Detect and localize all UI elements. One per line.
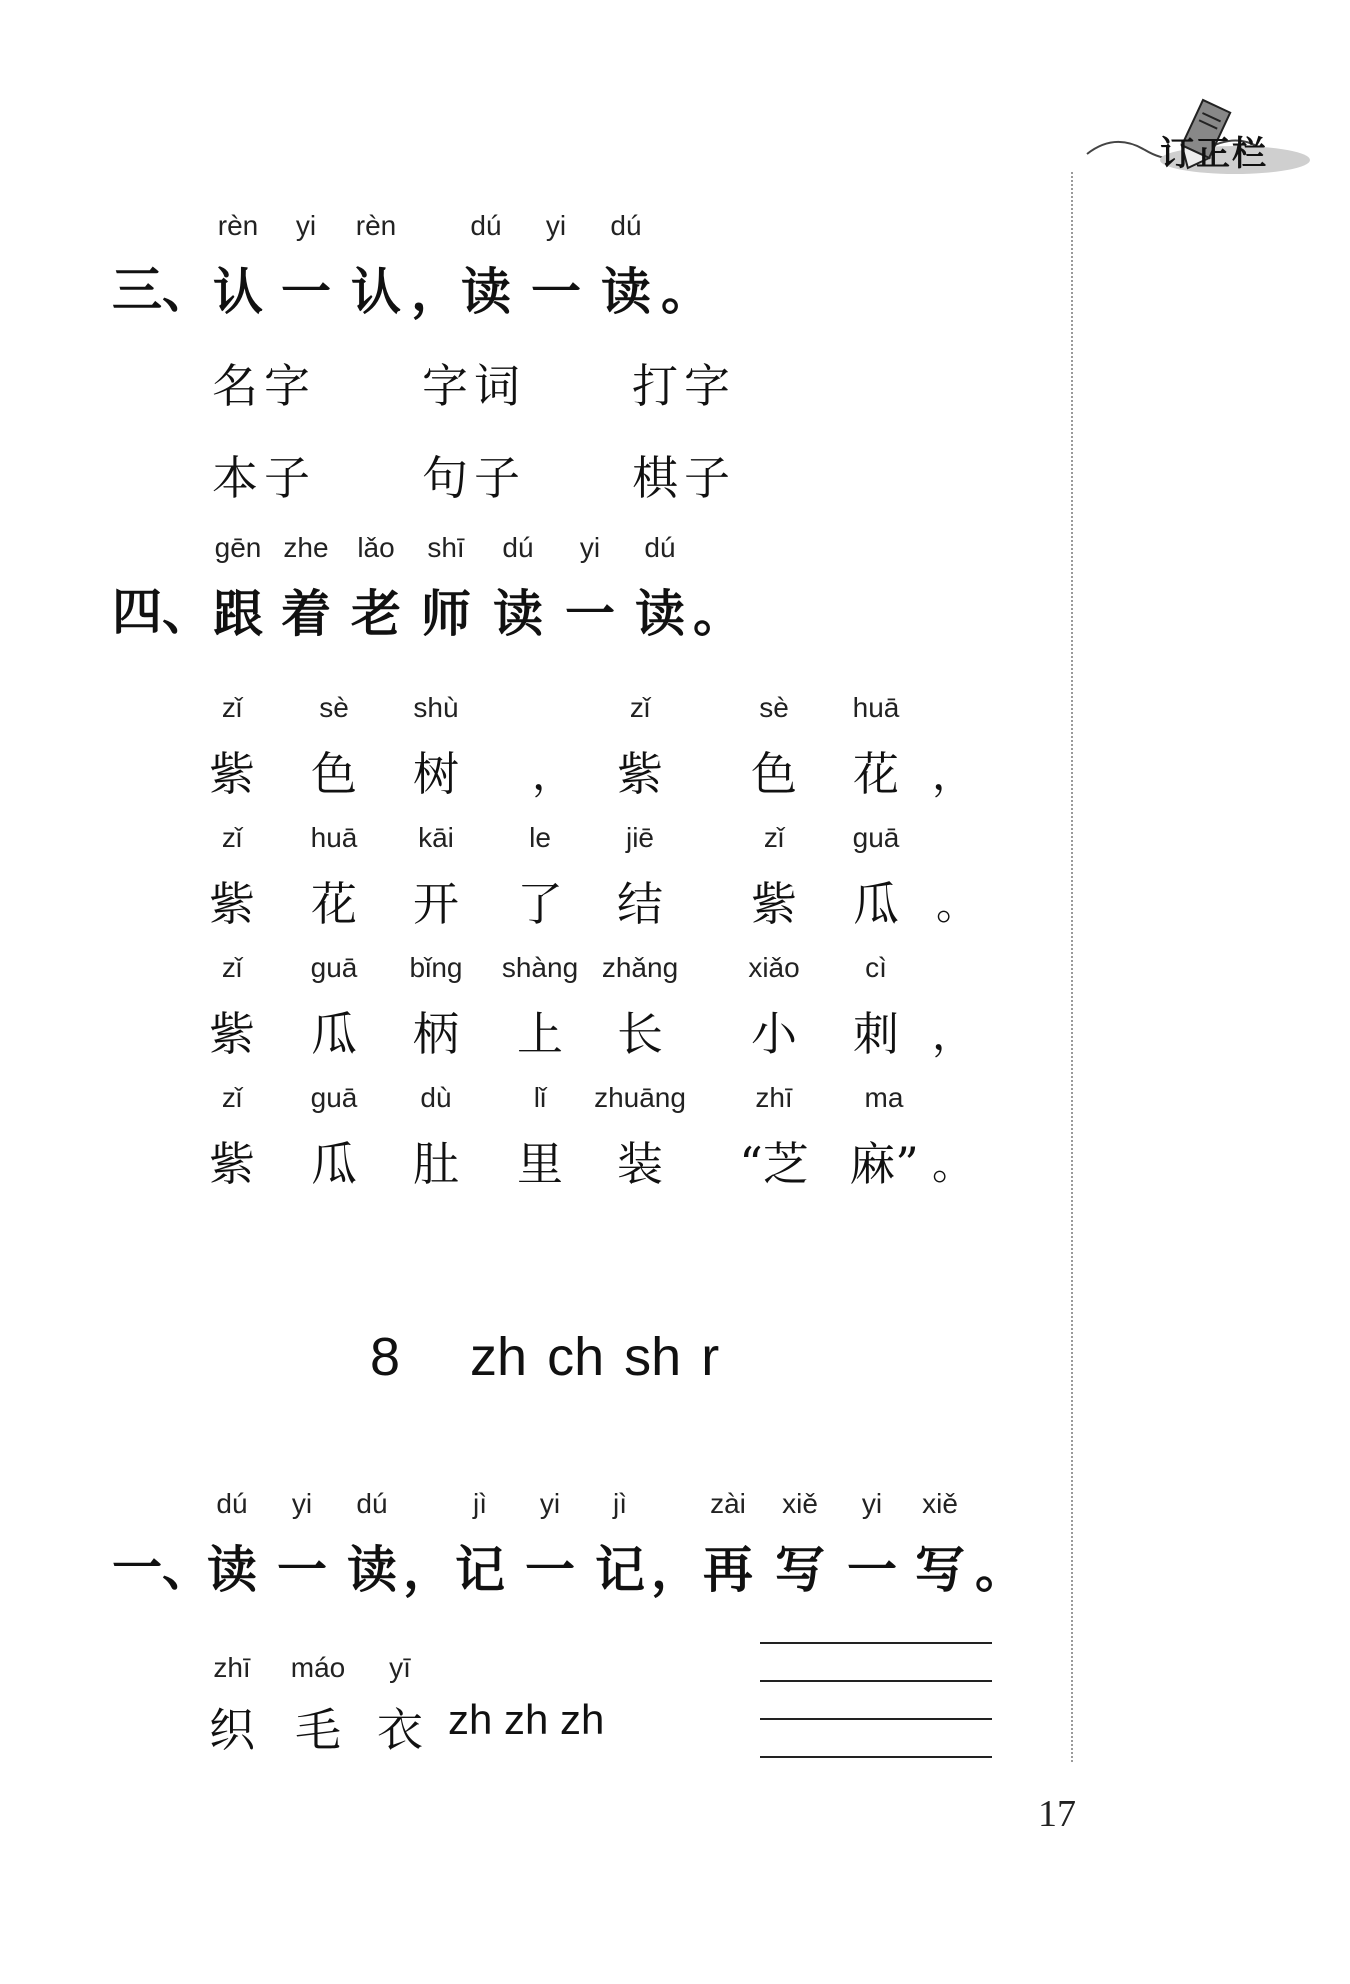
pinyin: lǎo [357,532,395,563]
pinyin: guā [310,952,358,983]
pinyin: sè [319,692,349,723]
hanzi: 老 [351,585,401,643]
writing-line[interactable] [760,1756,992,1758]
hanzi: 紫 [751,877,797,931]
punctuation: 。 [661,263,711,321]
pinyin: yi [861,1488,883,1519]
pinyin: yi [295,210,317,241]
hanzi: 紫 [617,747,663,801]
hanzi: 跟 [213,585,263,643]
punctuation: ， [411,263,461,321]
hanzi: 读 [601,263,651,321]
pinyin: dú [356,1488,388,1519]
hanzi: 色 [311,747,357,801]
hanzi: 花 [853,747,899,801]
punctuation: ， [532,750,575,799]
hanzi: 树 [413,747,459,801]
pinyin: zhǎng [601,952,679,983]
pinyin: zhī [213,1652,251,1683]
pinyin: kāi [418,822,454,853]
pinyin: zǐ [221,822,243,853]
pinyin: dú [644,532,676,563]
hanzi: 再 [703,1541,753,1599]
pinyin: máo [290,1652,346,1683]
pinyin: shī [427,532,465,563]
writing-sample: zh zh zh [448,1696,605,1743]
pinyin: zhe [283,532,329,563]
lesson-title [370,1326,739,1388]
punctuation: 。 [975,1541,1025,1599]
hanzi: 了 [517,877,563,931]
pinyin: zǐ [629,692,651,723]
hanzi: “芝 [739,1137,809,1191]
hanzi: 紫 [209,747,255,801]
hanzi: 写 [775,1541,825,1599]
hanzi: 认 [351,263,401,321]
hanzi: 读 [207,1541,257,1599]
initial: r [701,1327,720,1387]
pinyin: rèn [217,210,259,241]
hanzi: 认 [213,263,263,321]
pinyin: yi [291,1488,313,1519]
writing-line[interactable] [760,1718,992,1720]
hanzi: 读 [347,1541,397,1599]
hanzi: 一 [565,585,615,643]
pinyin: shù [413,692,459,723]
hanzi: 一 [525,1541,575,1599]
pinyin: gēn [214,532,262,563]
pinyin: shàng [501,952,579,983]
hanzi: 肚 [413,1137,459,1191]
punctuation: ， [932,1010,975,1059]
pinyin: zài [710,1488,746,1519]
punctuation: 。 [936,880,979,929]
hanzi: 瓜 [311,1137,357,1191]
hanzi: 长 [617,1007,663,1061]
hanzi: 色 [751,747,797,801]
punctuation: 。 [693,585,743,643]
pinyin: zǐ [763,822,785,853]
hanzi: 师 [421,585,471,643]
pinyin: zǐ [221,1082,243,1113]
pinyin: dú [216,1488,248,1519]
hanzi: 开 [413,877,459,931]
punctuation: ， [651,1541,701,1599]
hanzi: 读 [461,263,511,321]
hanzi: 读 [635,585,685,643]
pinyin: guā [310,1082,358,1113]
hanzi: 毛 [295,1703,341,1757]
hanzi: 瓜 [311,1007,357,1061]
pinyin: zǐ [221,952,243,983]
pinyin: guā [852,822,900,853]
hanzi: 读 [493,585,543,643]
hanzi: 刺 [853,1007,899,1061]
pinyin: xiǎo [748,952,800,983]
pinyin: jiē [625,822,655,853]
lesson-number: 8 [370,1327,401,1387]
initial: zh [470,1327,528,1387]
hanzi: 装 [617,1137,663,1191]
pinyin: yi [539,1488,561,1519]
hanzi: 织 [209,1703,255,1757]
word: 打字 [632,359,736,413]
pinyin: le [529,822,551,853]
initial: sh [624,1327,682,1387]
section-number: 三、 [112,261,212,319]
punctuation: ， [932,750,975,799]
section-number: 四、 [112,583,212,641]
pinyin: yi [579,532,601,563]
hanzi: 衣 [377,1703,423,1757]
word: 字词 [422,359,526,413]
writing-line[interactable] [760,1642,992,1644]
pinyin: rèn [355,210,397,241]
correction-column-divider [1071,172,1073,1762]
section-number: 一、 [112,1539,212,1597]
correction-column-title: 订正栏 [1160,134,1268,174]
hanzi: 一 [277,1541,327,1599]
hanzi: 上 [517,1007,563,1061]
hanzi: 小 [751,1007,797,1061]
word: 名字 [212,359,316,413]
hanzi: 瓜 [853,877,899,931]
page-number: 17 [1038,1793,1076,1835]
writing-line[interactable] [760,1680,992,1682]
pinyin: lǐ [533,1082,547,1113]
pinyin: yi [545,210,567,241]
pinyin: dú [610,210,642,241]
pinyin: dú [470,210,502,241]
hanzi: 紫 [209,1007,255,1061]
punctuation: ， [403,1541,453,1599]
pinyin: ma [864,1082,904,1113]
hanzi: 紫 [209,877,255,931]
pinyin: yī [389,1652,411,1683]
hanzi: 写 [915,1541,965,1599]
pinyin: dú [502,532,534,563]
pinyin: xiě [782,1488,818,1519]
word: 本子 [212,451,316,505]
hanzi: 记 [595,1541,645,1599]
hanzi: 着 [281,585,331,643]
pinyin: xiě [922,1488,958,1519]
hanzi: 一 [281,263,331,321]
hanzi: 紫 [209,1137,255,1191]
word: 句子 [422,451,526,505]
pinyin: sè [759,692,789,723]
pinyin: zǐ [221,692,243,723]
hanzi: 结 [617,877,663,931]
hanzi: 麻” [849,1137,919,1191]
word: 棋子 [632,451,736,505]
hanzi: 一 [531,263,581,321]
punctuation: 。 [932,1140,975,1189]
pinyin: zhuāng [594,1082,686,1113]
initial: ch [547,1327,605,1387]
pinyin: zhī [755,1082,793,1113]
hanzi: 花 [311,877,357,931]
hanzi: 一 [847,1541,897,1599]
pinyin: huā [310,822,358,853]
hanzi: 里 [517,1137,563,1191]
pinyin: jì [473,1488,487,1519]
pinyin: dù [420,1082,452,1113]
pinyin: jì [613,1488,627,1519]
pinyin: bǐng [409,952,463,983]
hanzi: 记 [455,1541,505,1599]
pinyin: huā [852,692,900,723]
pinyin: cì [865,952,887,983]
hanzi: 柄 [413,1007,459,1061]
